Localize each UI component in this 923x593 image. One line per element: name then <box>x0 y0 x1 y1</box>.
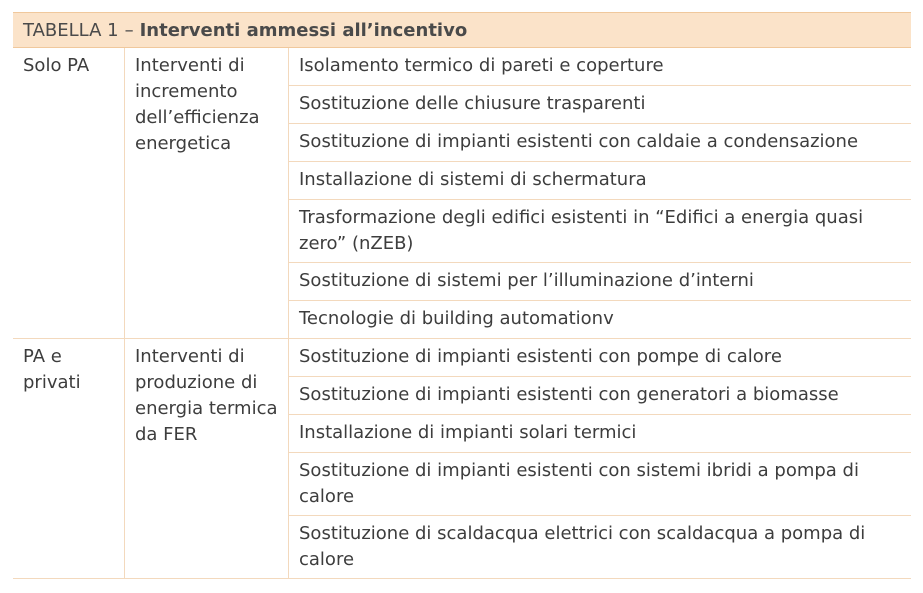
intervention-cell: Tecnologie di building automationv <box>289 301 912 339</box>
intervention-cell: Sostituzione di scaldacqua elettrici con scaldacqua a pompa di calore <box>289 516 912 579</box>
category-cell: Interventi di produzione di energia termica da FER <box>125 339 289 579</box>
intervention-cell: Installazione di sistemi di schermatura <box>289 162 912 200</box>
table-title-bar <box>13 12 911 48</box>
category-cell: Interventi di incremento dell’efficienza energetica <box>125 48 289 339</box>
table-title: Interventi ammessi all’incentivo <box>139 19 468 41</box>
table-row <box>13 48 911 86</box>
incentive-table-figure <box>13 12 911 579</box>
intervention-cell: Installazione di impianti solari termici <box>289 415 912 453</box>
intervention-cell: Sostituzione di impianti esistenti con caldaie a condensazione <box>289 124 912 162</box>
intervention-cell: Sostituzione delle chiusure trasparenti <box>289 86 912 124</box>
table-row <box>13 339 911 377</box>
subject-cell: Solo PA <box>13 48 125 339</box>
title-separator: – <box>124 19 134 41</box>
subject-cell: PA e privati <box>13 339 125 579</box>
intervention-cell: Trasformazione degli edifici esistenti in “Edifici a energia quasi zero” (nZEB) <box>289 200 912 263</box>
incentive-table <box>13 48 911 579</box>
intervention-cell: Isolamento termico di pareti e coperture <box>289 48 912 86</box>
intervention-cell: Sostituzione di impianti esistenti con pompe di calore <box>289 339 912 377</box>
intervention-cell: Sostituzione di impianti esistenti con sistemi ibridi a pompa di calore <box>289 453 912 516</box>
table-label: TABELLA 1 <box>23 19 119 41</box>
intervention-cell: Sostituzione di impianti esistenti con generatori a biomasse <box>289 377 912 415</box>
intervention-cell: Sostituzione di sistemi per l’illuminazione d’interni <box>289 263 912 301</box>
